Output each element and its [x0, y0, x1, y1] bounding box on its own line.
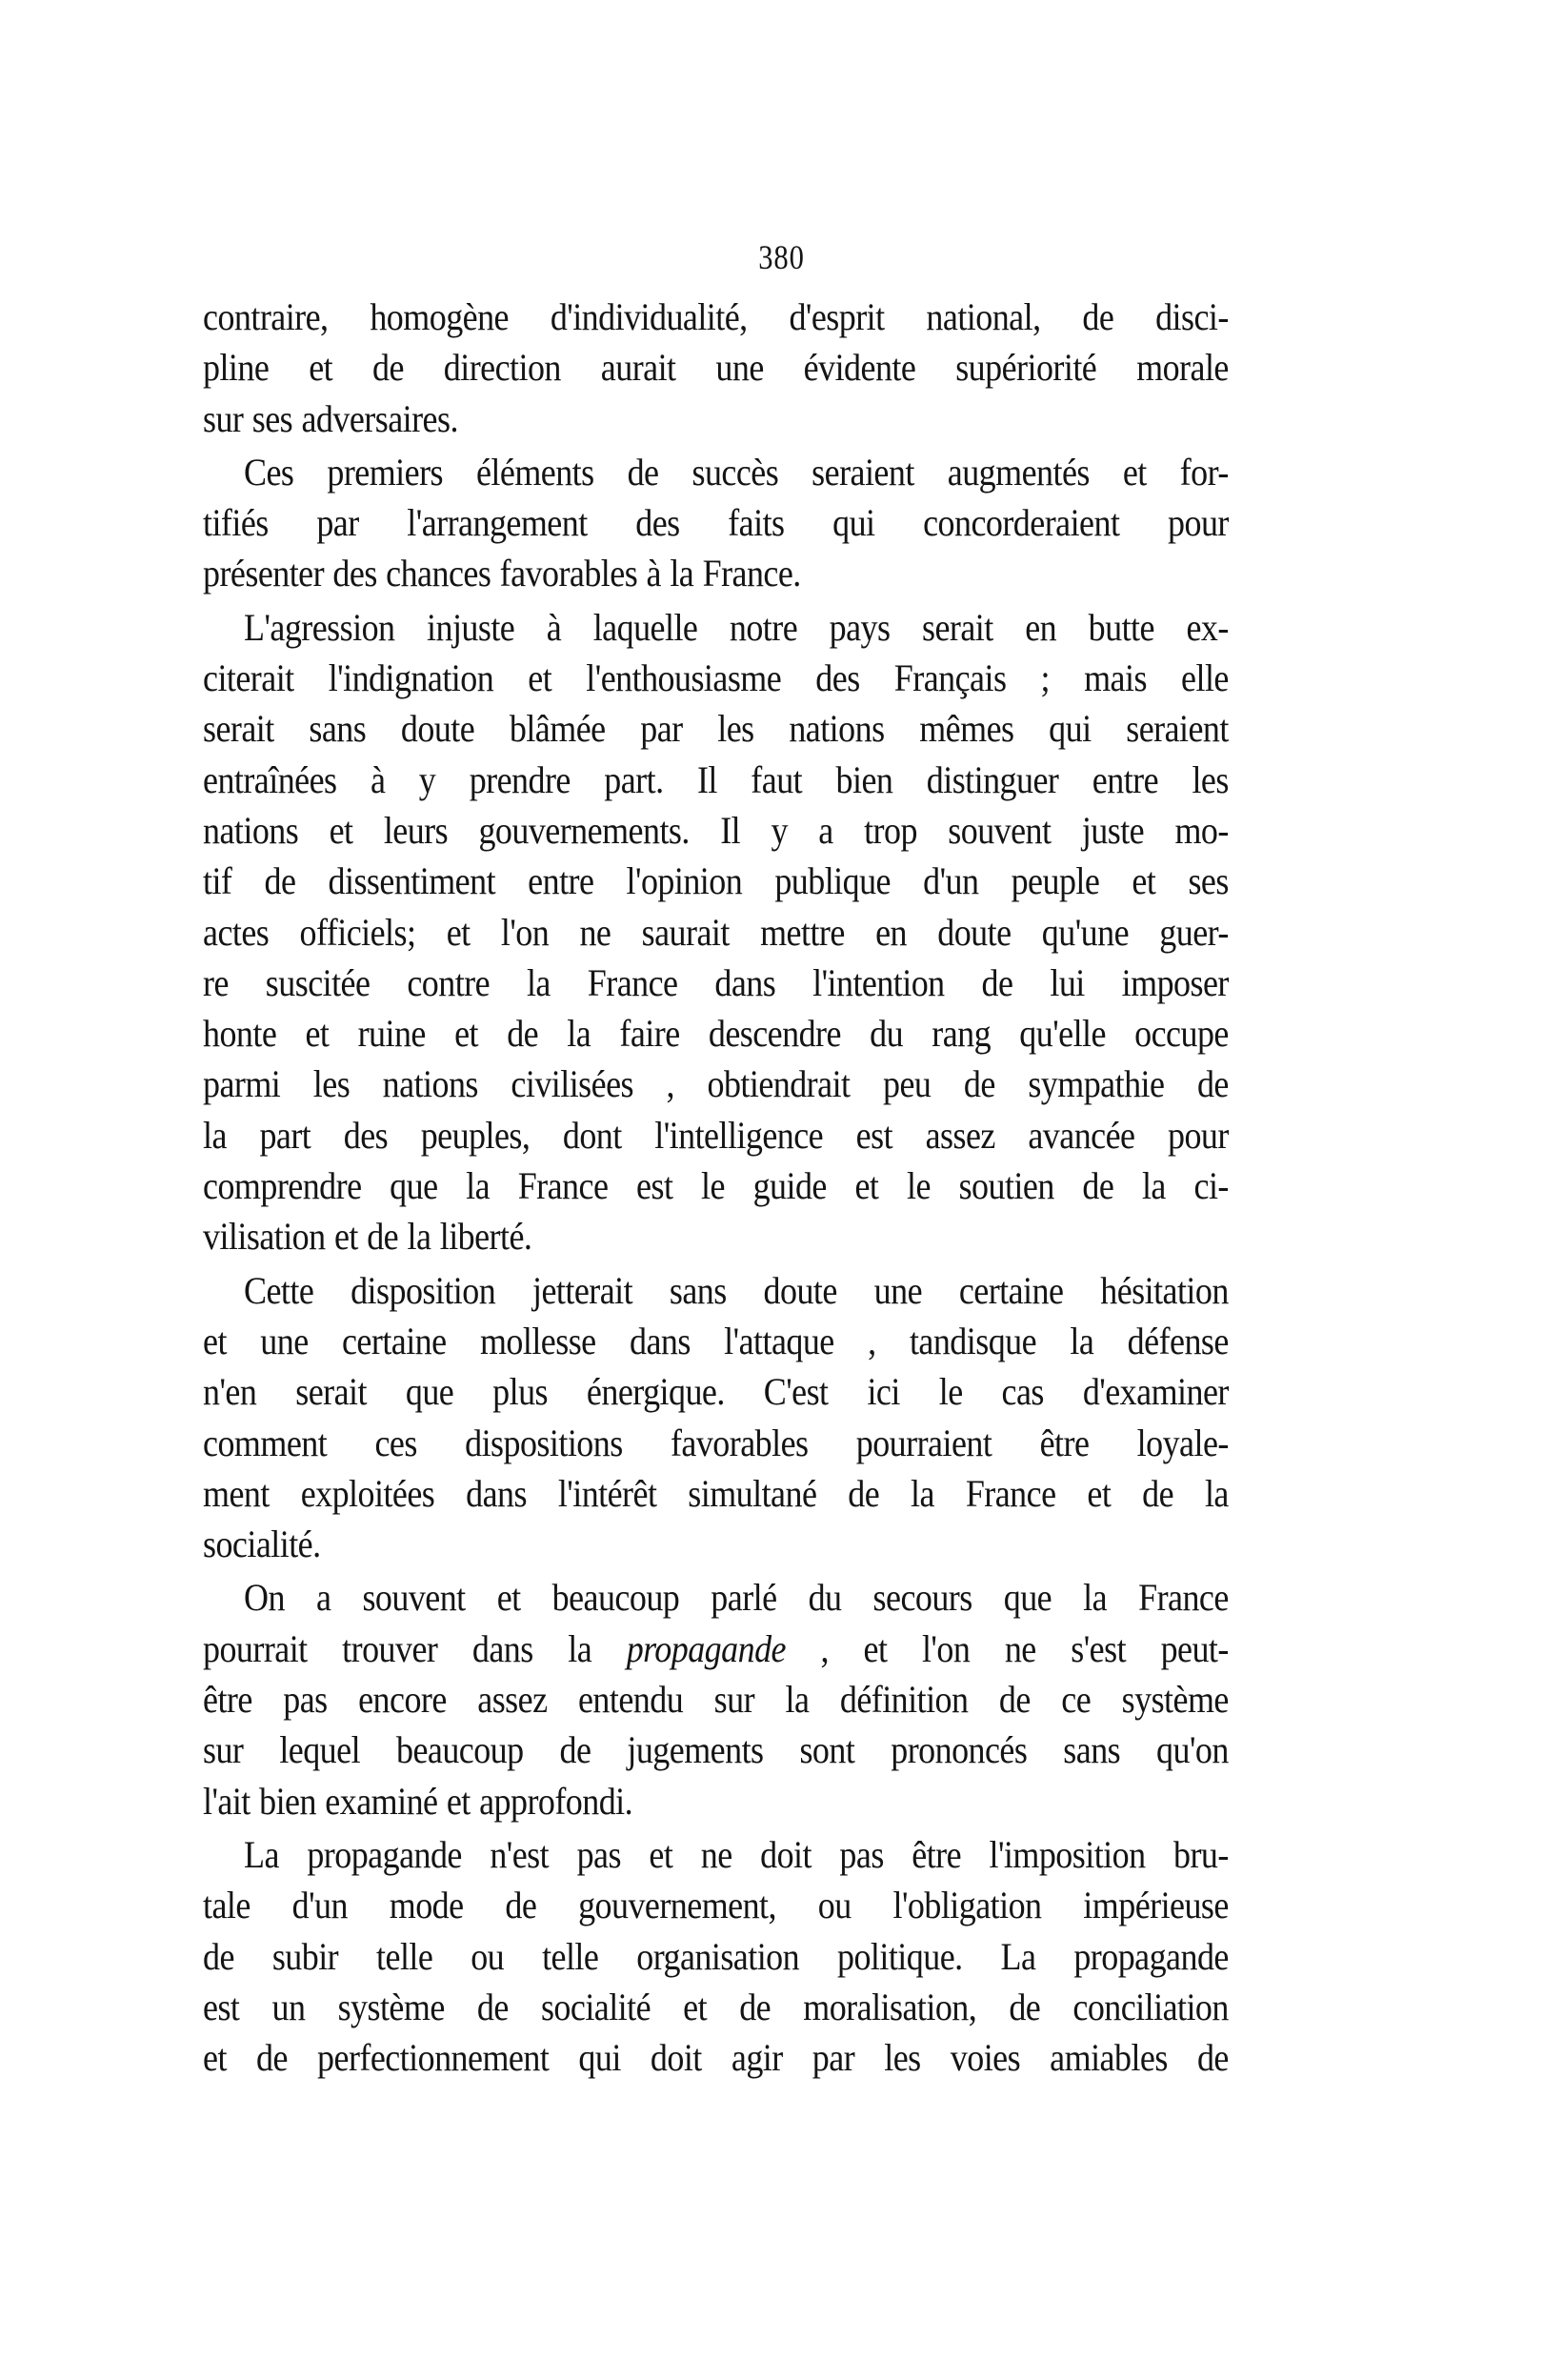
paragraph: [203, 292, 1228, 444]
text-line: vilisation et de la liberté.: [203, 1215, 532, 1259]
text-line: socialité.: [203, 1523, 321, 1566]
text-line: On a souvent et beaucoup parlé du secours que la France: [244, 1576, 1229, 1620]
text-line: sur lequel beaucoup de jugements sont prononcés sans qu'on: [203, 1728, 1229, 1772]
body-text: [203, 292, 1228, 2086]
text-line: L'agression injuste à laquelle notre pays serait en butte ex-: [244, 605, 1229, 649]
text-line: serait sans doute blâmée par les nations mêmes qui seraient: [203, 707, 1229, 751]
text-line: nations et leurs gouvernements. Il y a trop souvent juste mo-: [203, 808, 1229, 852]
text-line: sur ses adversaires.: [203, 396, 458, 440]
page-number: 380: [758, 238, 805, 276]
text-line: pourrait trouver dans la propagande , et l'on ne s'est peut-: [203, 1626, 1229, 1670]
text-line: entraînées à y prendre part. Il faut bien distinguer entre les: [203, 757, 1229, 801]
text-line: présenter des chances favorables à la France.: [203, 552, 801, 595]
paragraph: [203, 1829, 1228, 2083]
text-line: pline et de direction aurait une évidente supériorité morale: [203, 346, 1229, 390]
text-line: tif de dissentiment entre l'opinion publique d'un peuple et ses: [203, 859, 1229, 903]
text-line: et de perfectionnement qui doit agir par les voies amiables de: [203, 2036, 1229, 2080]
italic-term: propagande: [626, 1626, 786, 1670]
text-line: et une certaine mollesse dans l'attaque , tandisque la défense: [203, 1319, 1229, 1362]
text-line: n'en serait que plus énergique. C'est ici le cas d'examiner: [203, 1370, 1229, 1414]
text-line: comprendre que la France est le guide et le soutien de la ci-: [203, 1164, 1229, 1208]
text-line: parmi les nations civilisées , obtiendrait peu de sympathie de: [203, 1062, 1229, 1106]
text-line: contraire, homogène d'individualité, d'esprit national, de disci-: [203, 295, 1229, 338]
text-line: Cette disposition jetterait sans doute une certaine hésitation: [244, 1268, 1229, 1312]
text-line: comment ces dispositions favorables pourraient être loyale-: [203, 1421, 1229, 1464]
paragraph: [203, 602, 1228, 1262]
text-line: honte et ruine et de la faire descendre du rang qu'elle occupe: [203, 1012, 1229, 1056]
text-line: est un système de socialité et de moralisation, de conciliation: [203, 1985, 1229, 2028]
text-line: actes officiels; et l'on ne saurait mettre en doute qu'une guer-: [203, 910, 1229, 954]
text-line: la part des peuples, dont l'intelligence est assez avancée pour: [203, 1113, 1229, 1157]
text-line: citerait l'indignation et l'enthousiasme des Français ; mais elle: [203, 656, 1229, 700]
text-line: La propagande n'est pas et ne doit pas être l'imposition bru-: [244, 1832, 1229, 1876]
text-line: tale d'un mode de gouvernement, ou l'obligation impérieuse: [203, 1884, 1229, 1927]
paragraph: [203, 1572, 1228, 1825]
paragraph: [203, 447, 1228, 599]
text-line: ment exploitées dans l'intérêt simultané de la France et de la: [203, 1471, 1229, 1515]
text-line: l'ait bien examiné et approfondi.: [203, 1779, 633, 1823]
text-line: tifiés par l'arrangement des faits qui concorderaient pour: [203, 501, 1229, 545]
paragraph: [203, 1265, 1228, 1570]
text-line: être pas encore assez entendu sur la définition de ce système: [203, 1678, 1229, 1722]
text-line: Ces premiers éléments de succès seraient augmentés et for-: [244, 450, 1229, 494]
text-line: de subir telle ou telle organisation politique. La propagande: [203, 1934, 1229, 1978]
text-line: re suscitée contre la France dans l'intention de lui imposer: [203, 960, 1229, 1004]
